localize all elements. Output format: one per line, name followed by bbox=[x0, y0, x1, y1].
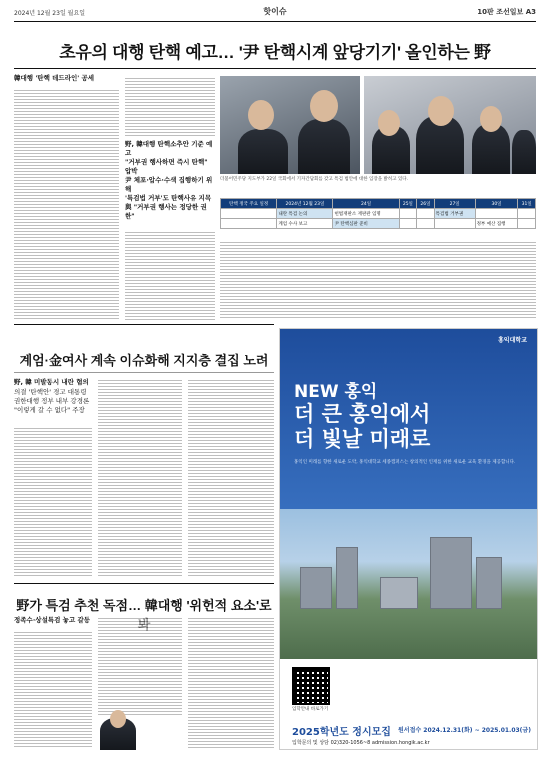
main-headline: 초유의 대행 탄핵 예고… '尹 탄핵시계 앞당기기' 올인하는 野 bbox=[59, 43, 491, 62]
schedule-col: 30일 bbox=[475, 199, 518, 209]
ad-admission-title: 2025학년도 정시모집 bbox=[292, 727, 391, 738]
top-left-subhead-box bbox=[125, 140, 215, 221]
section-rule-3 bbox=[14, 583, 274, 584]
header-paper: 10판 조선일보 A3 bbox=[477, 8, 536, 16]
section2-sub: 의결 '탄핵안' 경고 대통령권한대행 정부 내부 강경론 "이렇게 갈 수 없다" 주장 bbox=[14, 388, 90, 414]
section-rule-1 bbox=[14, 324, 274, 325]
section2-text-col-3 bbox=[188, 378, 274, 578]
ad-admission-dates: 원서접수 2024.12.31(화) ~ 2025.01.03(금) bbox=[398, 727, 531, 734]
schedule-col: 24일 bbox=[333, 199, 399, 209]
schedule-cell: 정부 예산 집행 bbox=[475, 219, 518, 229]
article-text-col-1 bbox=[14, 88, 119, 320]
section-rule-2 bbox=[14, 372, 274, 373]
section2-text-col-2 bbox=[98, 378, 182, 578]
section3-text-col-1 bbox=[14, 630, 92, 748]
schedule-col: 27일 bbox=[434, 199, 475, 209]
headline-rule bbox=[14, 68, 536, 69]
ad-logo: 홍익대학교 bbox=[498, 337, 527, 344]
section3-kicker: 정족수·상설특검 놓고 갈등 bbox=[14, 616, 91, 624]
article-text-col-2a bbox=[125, 76, 215, 136]
reporter-photo bbox=[100, 718, 136, 750]
ad-body: 홍익인 미래를 향한 새로운 도약, 홍익대학교 세종캠퍼스는 창의적인 인재를 위한 새로운 교육 환경을 제공합니다. bbox=[294, 460, 516, 465]
section2-kicker: 野, 韓 미발동시 내란 혐의 bbox=[14, 378, 89, 386]
ad-contact: 입학문의 및 상담 02)320-1056~8 admission.hongik.ac.kr bbox=[292, 740, 430, 746]
sub-item-1: "거부권 행사하면 즉시 탄핵" 압박 bbox=[125, 158, 208, 175]
top-left-subhead: 野, 韓대행 탄핵소추안 기준 예고 bbox=[125, 140, 213, 157]
schedule-col: 25일 bbox=[399, 199, 417, 209]
advertisement bbox=[279, 328, 538, 750]
ad-headline-1: NEW 홍익 bbox=[294, 382, 378, 402]
article-text-right bbox=[220, 240, 536, 320]
schedule-cell: 계엄 수사 보고 bbox=[277, 219, 333, 229]
sub-item-3: '특검법 거부'도 탄핵사유 지목 bbox=[125, 194, 212, 202]
section2-text-col-1 bbox=[14, 426, 92, 578]
photo-caption: 더불어민주당 지도부가 22일 국회에서 기자간담회를 갖고 특검 법안에 대한 입장을 밝히고 있다. bbox=[220, 177, 409, 182]
schedule-cell: 특검법 거부권 bbox=[434, 209, 475, 219]
ad-campus-image bbox=[280, 509, 537, 659]
section3-title: 野가 특검 추천 독점… 韓대행 '위헌적 요소'로 bbox=[16, 598, 272, 613]
header-section: 핫이슈 bbox=[263, 7, 287, 16]
schedule-cell: 헌법재판소 재판관 임명 bbox=[333, 209, 399, 219]
schedule-cell: 내란 특검 논의 bbox=[277, 209, 333, 219]
ad-headline-line-1: 더 큰 홍익에서 bbox=[294, 402, 431, 426]
qr-label: 입학안내 바로가기 bbox=[292, 707, 329, 712]
schedule-title: 탄핵 정국 주요 일정 bbox=[221, 199, 277, 209]
ad-headline-2 bbox=[294, 402, 430, 452]
schedule-col: 31일 bbox=[518, 199, 536, 209]
page-header bbox=[14, 6, 536, 18]
schedule-col: 26일 bbox=[417, 199, 435, 209]
section3-text-col-3 bbox=[188, 616, 274, 748]
header-date: 2024년 12월 23일 월요일 bbox=[14, 10, 86, 17]
section2-title: 계엄·金여사 계속 이슈화해 지지층 결집 노려 bbox=[19, 353, 269, 368]
schedule-table bbox=[220, 198, 536, 229]
article-text-col-2b bbox=[125, 230, 215, 320]
top-left-kicker: 韓대행 '탄핵 데드라인' 공세 bbox=[14, 74, 95, 82]
schedule-cell: 尹 탄핵심판 준비 bbox=[333, 219, 399, 229]
sub-item-4: 與 "거부권 행사는 정당한 권한" bbox=[125, 203, 207, 220]
news-photo-1 bbox=[220, 76, 360, 174]
news-photo-2 bbox=[364, 76, 536, 174]
schedule-col: 2024년 12월 23일 bbox=[277, 199, 333, 209]
section3-text-col-2 bbox=[98, 616, 182, 716]
ad-headline-line-2: 더 빛날 미래로 bbox=[294, 427, 431, 451]
sub-item-2: 尹 체포·압수·수색 집행하기 위해 bbox=[125, 176, 213, 193]
header-rule bbox=[14, 21, 536, 22]
qr-code bbox=[292, 667, 330, 705]
